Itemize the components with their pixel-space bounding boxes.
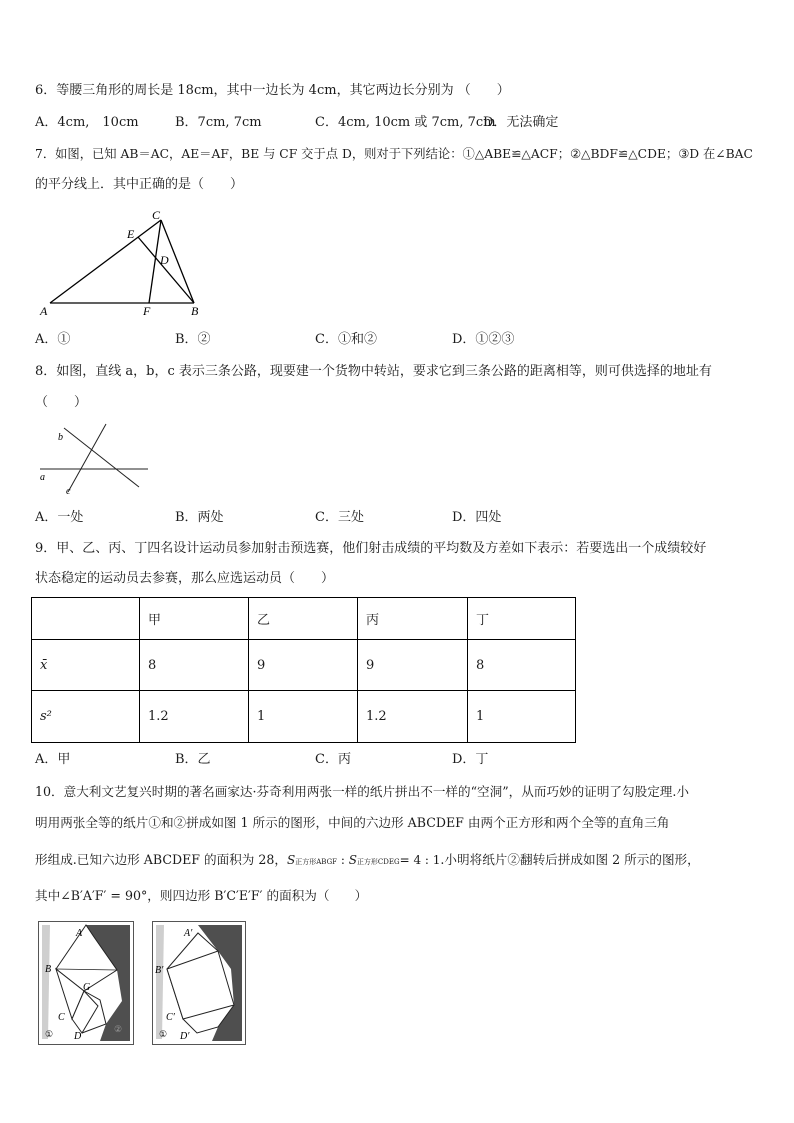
q7-label-b: B: [191, 304, 199, 318]
q10-fig2-label-d-prime: D′: [180, 1031, 190, 1042]
q10-fig1-label-a: A: [76, 928, 83, 939]
q9-stats-table: [31, 597, 576, 743]
q6-option-c: C．4cm, 10cm 或 7cm, 7cm: [315, 115, 496, 130]
table-row: [32, 640, 576, 691]
q7-option-b: B．②: [175, 332, 211, 347]
q9-option-b: B．乙: [175, 752, 211, 767]
q10-fig1-piece-1: ①: [45, 1029, 54, 1039]
q7-label-a: A: [40, 304, 48, 318]
q6-option-a: A．4cm, 10cm: [35, 115, 139, 130]
q9-option-c: C．丙: [315, 752, 351, 767]
q7-triangle-figure: [36, 205, 206, 320]
q10-fig1-label-d: D: [74, 1031, 82, 1042]
q10-figure-2: [152, 921, 246, 1045]
q9-option-d: D．丁: [452, 752, 489, 767]
table-header-row: [32, 598, 576, 640]
table-cell-variance-symbol: s²: [32, 691, 140, 743]
q9-stem-line1: 9．甲、乙、丙、丁四名设计运动员参加射击预选赛，他们射击成绩的平均数及方差如下表示：若要选出一个成绩较好: [35, 541, 707, 556]
q10-fig1-label-b: B: [45, 964, 52, 975]
q10-fig2-label-a-prime: A′: [184, 928, 193, 939]
table-header-cell: 甲: [140, 598, 249, 640]
table-cell: 1: [249, 691, 358, 743]
q10-line3: 形组成.已知六边形 ABCDEF 的面积为 28，S正方形ABGF : S正方形CDEG= 4 : 1.小明将纸片②翻转后拼成如图 2 所示的图形，: [35, 852, 700, 867]
table-cell: 9: [249, 640, 358, 691]
q10-fig1-label-c: C: [58, 1012, 65, 1023]
table-header-cell: 丙: [358, 598, 468, 640]
q10-square-abgf-subscript: 正方形ABGF: [295, 858, 338, 866]
q6-option-d: D．无法确定: [483, 115, 559, 130]
table-cell: 9: [358, 640, 468, 691]
q10-square-cdeg-subscript: 正方形CDEG: [356, 858, 400, 866]
q10-fig2-label-b-prime: B′: [155, 965, 164, 976]
q10-ratio: = 4 : 1: [399, 853, 441, 867]
q10-line3-text-a: 形组成.已知六边形 ABCDEF 的面积为 28，: [35, 852, 288, 867]
q8-option-d: D．四处: [452, 510, 502, 525]
table-header-cell: [32, 598, 140, 640]
q7-stem-line2: 的平分线上．其中正确的是（ ）: [35, 177, 244, 192]
q9-option-a: A．甲: [35, 752, 71, 767]
q10-fig1-piece-2: ②: [114, 1024, 123, 1034]
table-cell: 8: [140, 640, 249, 691]
table-header-cell: 乙: [249, 598, 358, 640]
q7-option-a: A．①: [35, 332, 71, 347]
q8-option-a: A．一处: [35, 510, 84, 525]
q10-fig2-piece-1: ①: [159, 1029, 168, 1039]
q7-option-d: D．①②③: [452, 332, 515, 347]
q7-label-e: E: [127, 227, 135, 241]
q10-fig2-label-c-prime: C′: [166, 1012, 175, 1023]
table-cell: 8: [468, 640, 576, 691]
q8-label-a: a: [40, 472, 45, 483]
q8-roads-figure: [36, 420, 156, 500]
q10-line4: 其中∠B′A′F′ = 90°，则四边形 B′C′E′F′ 的面积为（ ）: [35, 888, 368, 903]
q7-option-c: C．①和②: [315, 332, 377, 347]
table-cell: 1: [468, 691, 576, 743]
table-header-cell: 丁: [468, 598, 576, 640]
q8-stem-line2: （ ）: [35, 395, 88, 410]
q10-line2: 明用两张全等的纸片①和②拼成如图 1 所示的图形，中间的六边形 ABCDEF 由两个正方形和两个全等的直角三角: [35, 815, 670, 830]
q8-label-b: b: [58, 432, 63, 443]
table-cell: 1.2: [358, 691, 468, 743]
q10-fig1-label-g: G: [83, 982, 91, 993]
q10-figure-1: [38, 921, 134, 1045]
table-row: [32, 691, 576, 743]
q10-line3-text-b: .小明将纸片②翻转后拼成如图 2 所示的图形，: [440, 852, 700, 867]
table-cell: 1.2: [140, 691, 249, 743]
q8-stem-line1: 8．如图，直线 a，b，c 表示三条公路，现要建一个货物中转站，要求它到三条公路的距离相等，则可供选择的地址有: [35, 364, 712, 379]
q10-line1: 10．意大利文艺复兴时期的著名画家达·芬奇利用两张一样的纸片拼出不一样的“空洞”，从而巧妙的证明了勾股定理.小: [35, 784, 690, 799]
q7-label-d: D: [160, 253, 169, 267]
q8-option-c: C．三处: [315, 510, 364, 525]
q6-stem: 6．等腰三角形的周长是 18cm，其中一边长为 4cm，其它两边长分别为 （ ）: [35, 83, 510, 98]
q8-option-b: B．两处: [175, 510, 224, 525]
q7-label-f: F: [143, 304, 151, 318]
q8-label-c: c: [66, 486, 71, 497]
q7-label-c: C: [152, 208, 161, 222]
q7-stem-line1: 7．如图，已知 AB＝AC，AE＝AF，BE 与 CF 交于点 D，则对于下列结论：①△ABE≌△ACF；②△BDF≌△CDE；③D 在∠BAC: [35, 147, 753, 161]
q6-option-b: B．7cm, 7cm: [175, 115, 262, 130]
q9-stem-line2: 状态稳定的运动员去参赛，那么应选运动员（ ）: [35, 571, 335, 586]
table-cell-mean-symbol: x̄: [32, 640, 140, 691]
